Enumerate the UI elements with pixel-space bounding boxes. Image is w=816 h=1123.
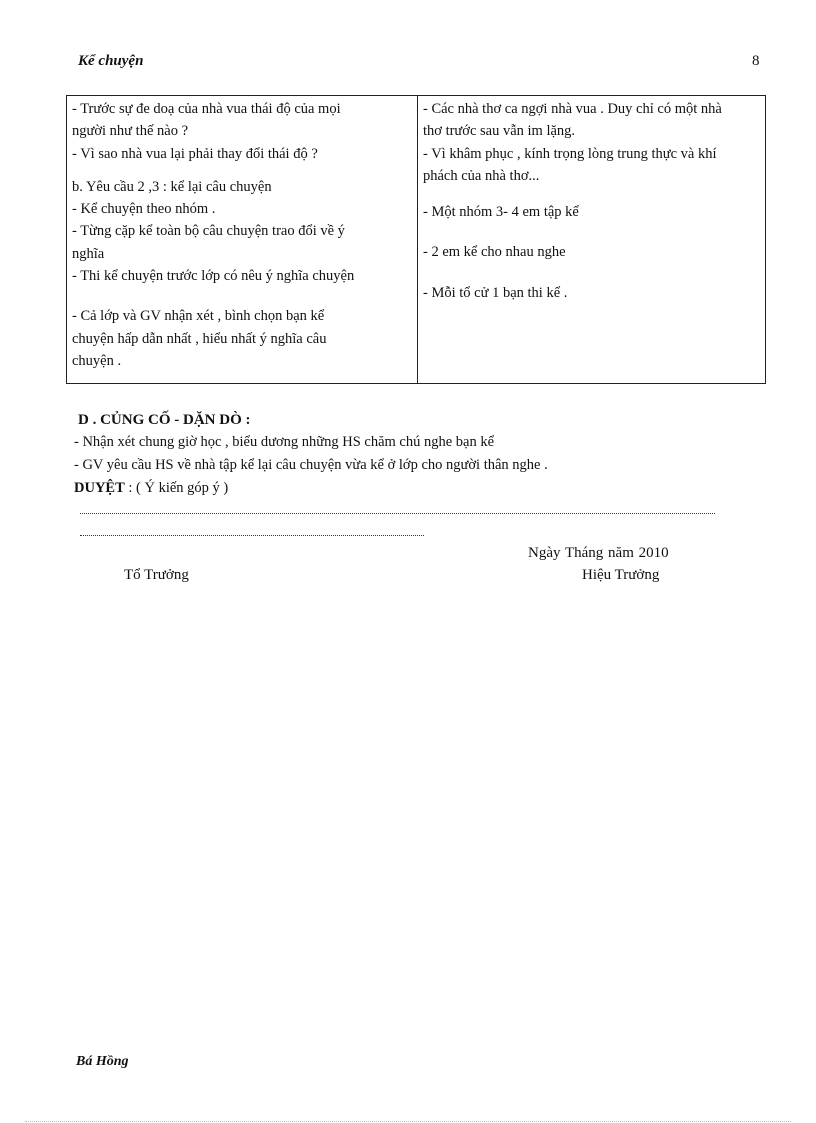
right-line-6: - 2 em kể cho nhau nghe xyxy=(423,244,566,261)
footer-author: Bá Hồng xyxy=(76,1054,129,1069)
left-line-11: chuyện . xyxy=(72,352,122,369)
table-row xyxy=(67,96,766,384)
left-line-6: - Từng cặp kể toàn bộ câu chuyện trao đổi về ý xyxy=(72,223,345,240)
left-line-5: - Kể chuyện theo nhóm . xyxy=(72,201,216,218)
section-title: D . CỦNG CỐ - DẶN DÒ : xyxy=(78,412,251,428)
left-line-9: - Cả lớp và GV nhận xét , bình chọn bạn kể xyxy=(72,308,325,325)
left-line-10: chuyện hấp dẫn nhất , hiểu nhất ý nghĩa câu xyxy=(72,330,327,347)
signature-principal: Hiệu Trưởng xyxy=(582,567,660,583)
page-bottom-border xyxy=(25,1121,791,1122)
left-line-4: b. Yêu cầu 2 ,3 : kể lại câu chuyện xyxy=(72,178,272,195)
right-line-1: - Các nhà thơ ca ngợi nhà vua . Duy chỉ có một nhà xyxy=(423,101,722,117)
approval-label: DUYỆT xyxy=(74,480,125,496)
right-line-2: thơ trước sau vẫn im lặng. xyxy=(423,123,576,140)
left-line-3: - Vì sao nhà vua lại phải thay đổi thái độ ? xyxy=(72,145,318,162)
lesson-table xyxy=(66,95,766,384)
header-title: Kể chuyện xyxy=(78,53,144,69)
left-line-7: nghĩa xyxy=(72,245,105,262)
teacher-activities-cell xyxy=(67,96,418,384)
left-line-1: - Trước sự đe doạ của nhà vua thái độ của mọi xyxy=(72,101,341,117)
right-line-4: phách của nhà thơ... xyxy=(423,167,540,184)
left-line-8: - Thi kể chuyện trước lớp có nêu ý nghĩa chuyện xyxy=(72,268,355,285)
approval-line xyxy=(74,480,228,497)
right-line-7: - Mỗi tổ cử 1 bạn thi kể . xyxy=(423,284,568,301)
consolidation-line-2: - GV yêu cầu HS về nhà tập kể lại câu chuyện vừa kể ở lớp cho người thân nghe . xyxy=(74,457,548,473)
signature-team-leader: Tổ Trưởng xyxy=(124,567,189,583)
left-line-2: người như thế nào ? xyxy=(72,123,188,140)
date-line: Ngày Tháng năm 2010 xyxy=(528,545,669,561)
dotted-line-2 xyxy=(80,535,424,536)
right-line-5: - Một nhóm 3- 4 em tập kể xyxy=(423,204,579,221)
consolidation-line-1: - Nhận xét chung giờ học , biểu dương những HS chăm chú nghe bạn kể xyxy=(74,434,495,450)
right-line-3: - Vì khâm phục , kính trọng lòng trung thực và khí xyxy=(423,145,717,162)
approval-text: : ( Ý kiến góp ý ) xyxy=(128,480,229,496)
student-activities-cell xyxy=(418,96,766,384)
page-number: 8 xyxy=(752,53,760,69)
dotted-line-1 xyxy=(80,513,715,514)
